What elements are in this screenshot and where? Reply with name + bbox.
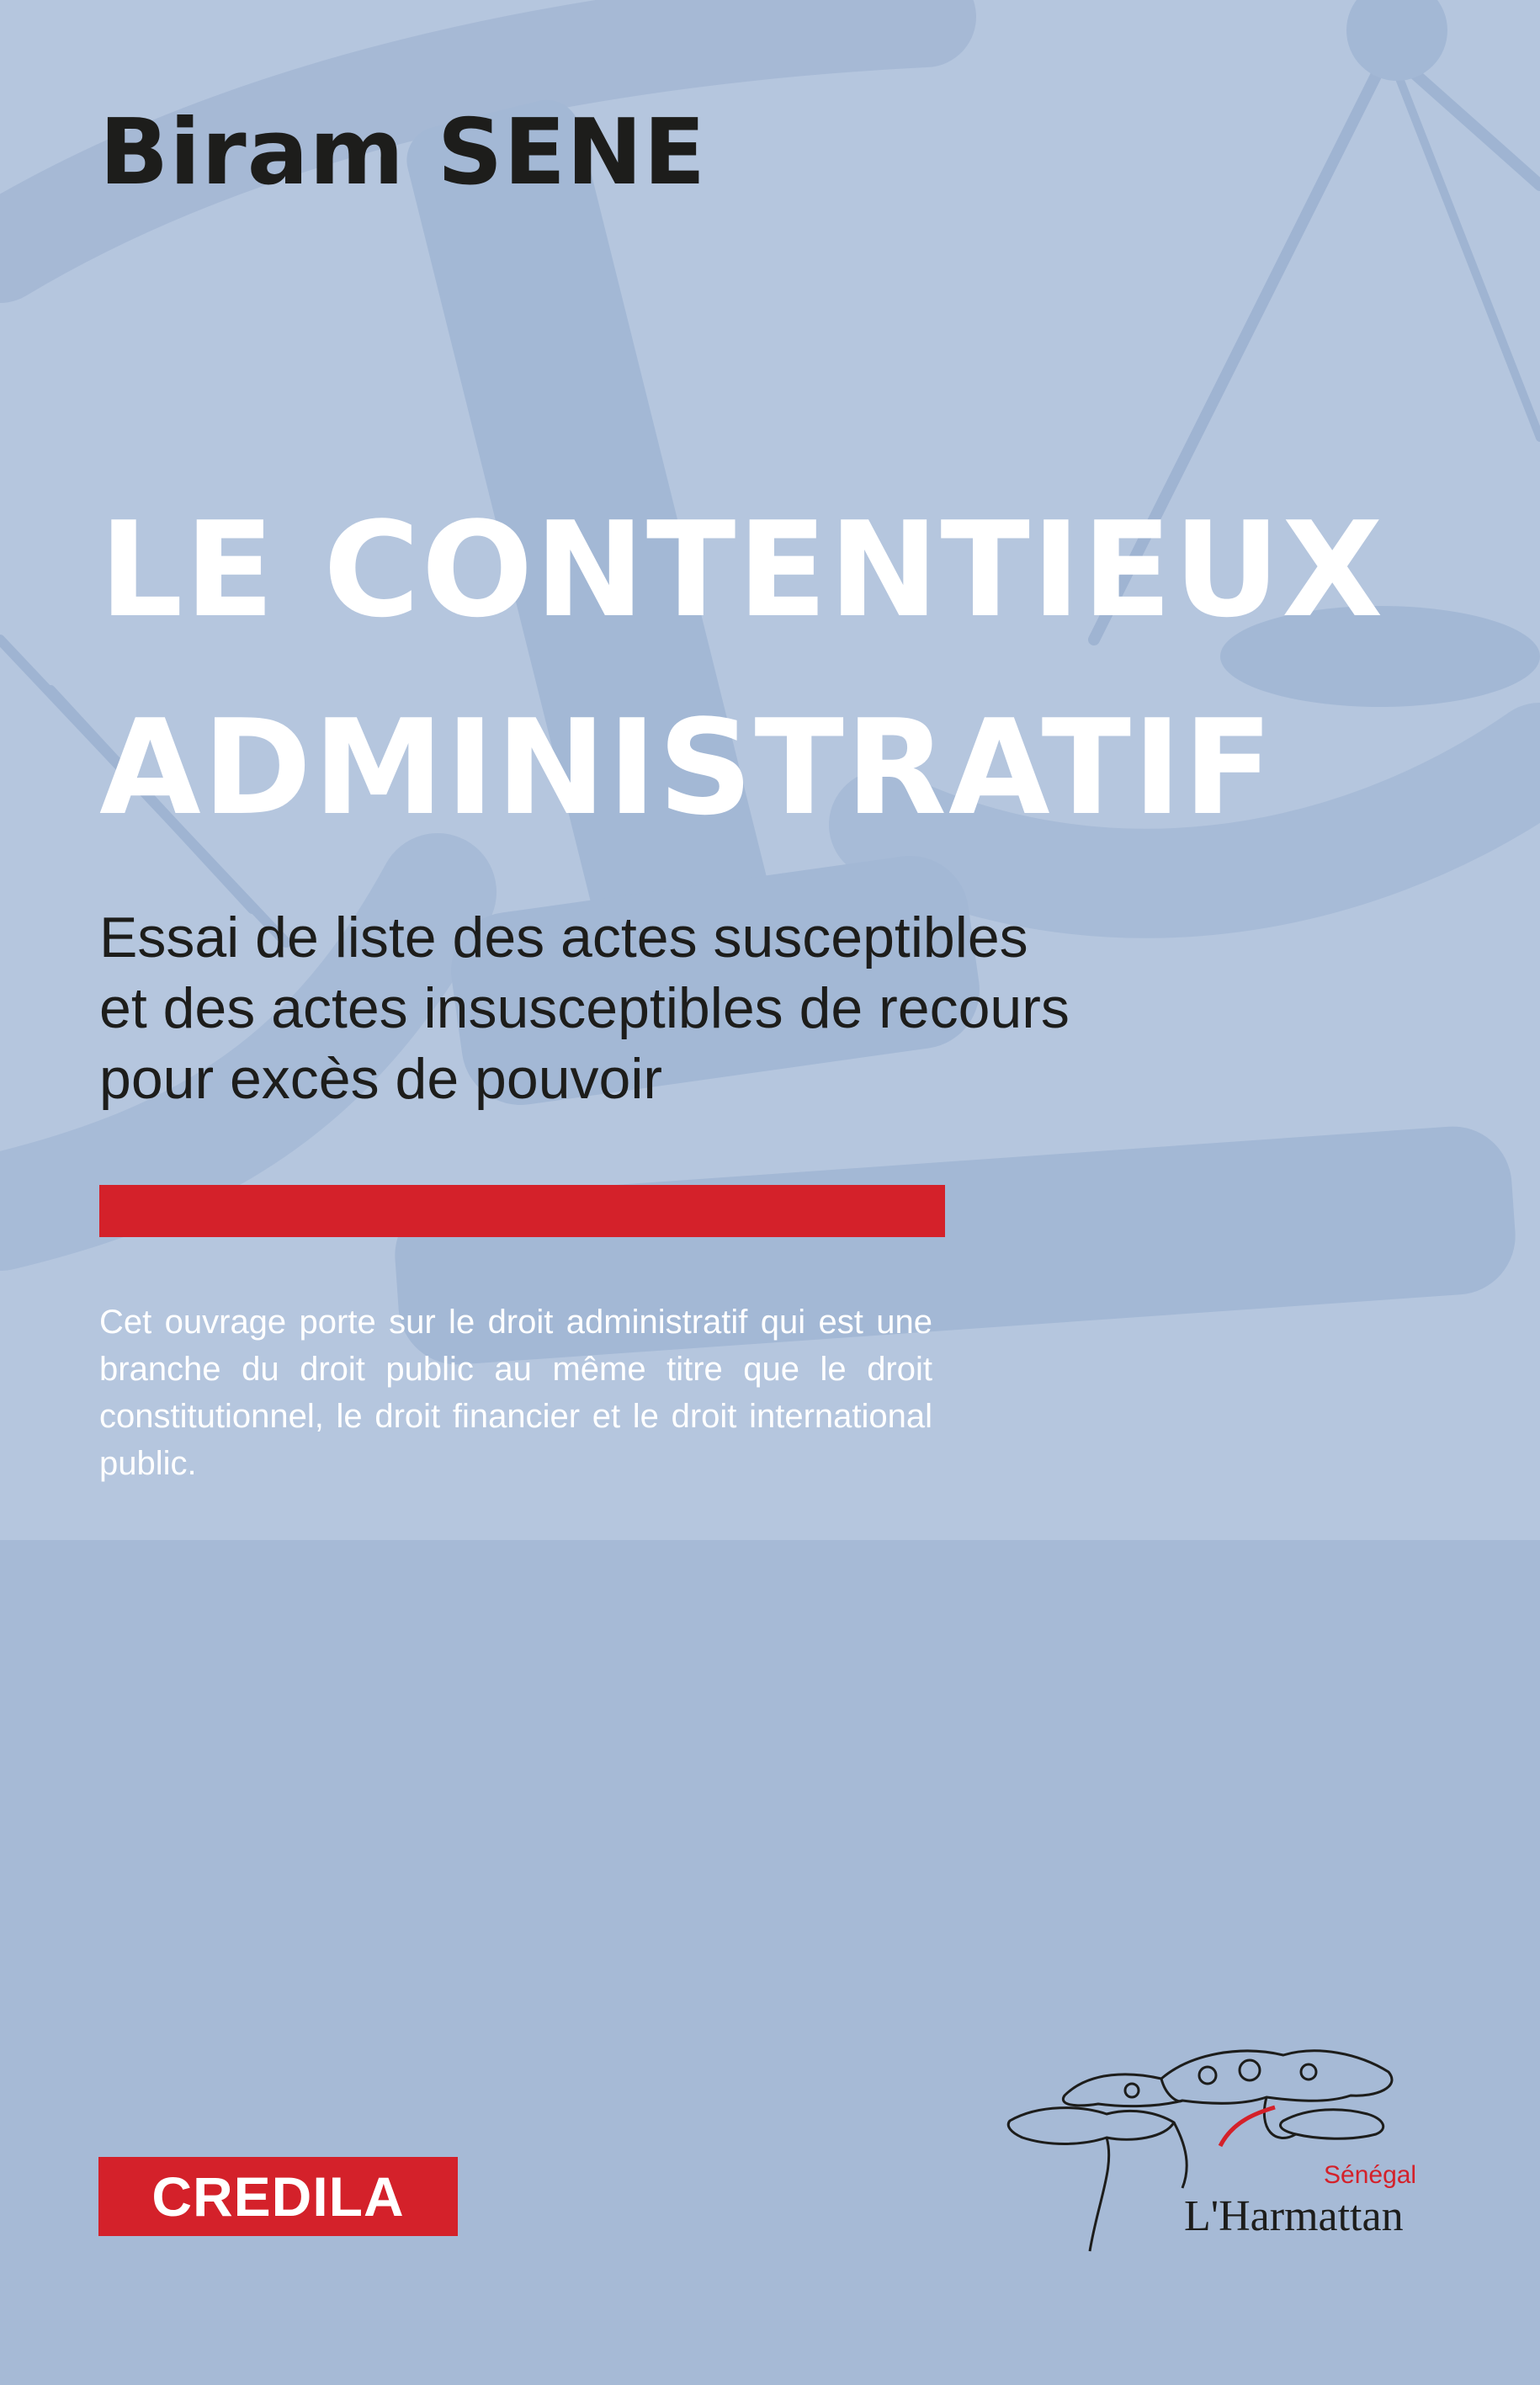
author-name: Biram SENE — [99, 100, 707, 205]
publisher-country: Sénégal — [1324, 2161, 1417, 2189]
collection-label: CREDILA — [98, 2157, 458, 2236]
title-line-1: LE CONTENTIEUX — [99, 493, 1385, 646]
subtitle-line-3: pour excès de pouvoir — [99, 1047, 663, 1111]
subtitle-line-1: Essai de liste des actes susceptibles — [99, 906, 1028, 969]
subtitle-line-2: et des actes insusceptibles de recours — [99, 976, 1070, 1040]
blurb-text: Cet ouvrage porte sur le droit administratif qui est une branche du droit public au même titre que le droit constitutionnel, le droit financier et le droit international public. — [99, 1304, 932, 1482]
title-line-2: ADMINISTRATIF — [99, 691, 1275, 844]
red-divider-bar — [99, 1185, 945, 1237]
book-title — [99, 471, 1384, 867]
publisher-logo — [1006, 2020, 1426, 2272]
book-subtitle — [99, 902, 1070, 1114]
publisher-name: L'Harmattan — [1184, 2192, 1404, 2240]
